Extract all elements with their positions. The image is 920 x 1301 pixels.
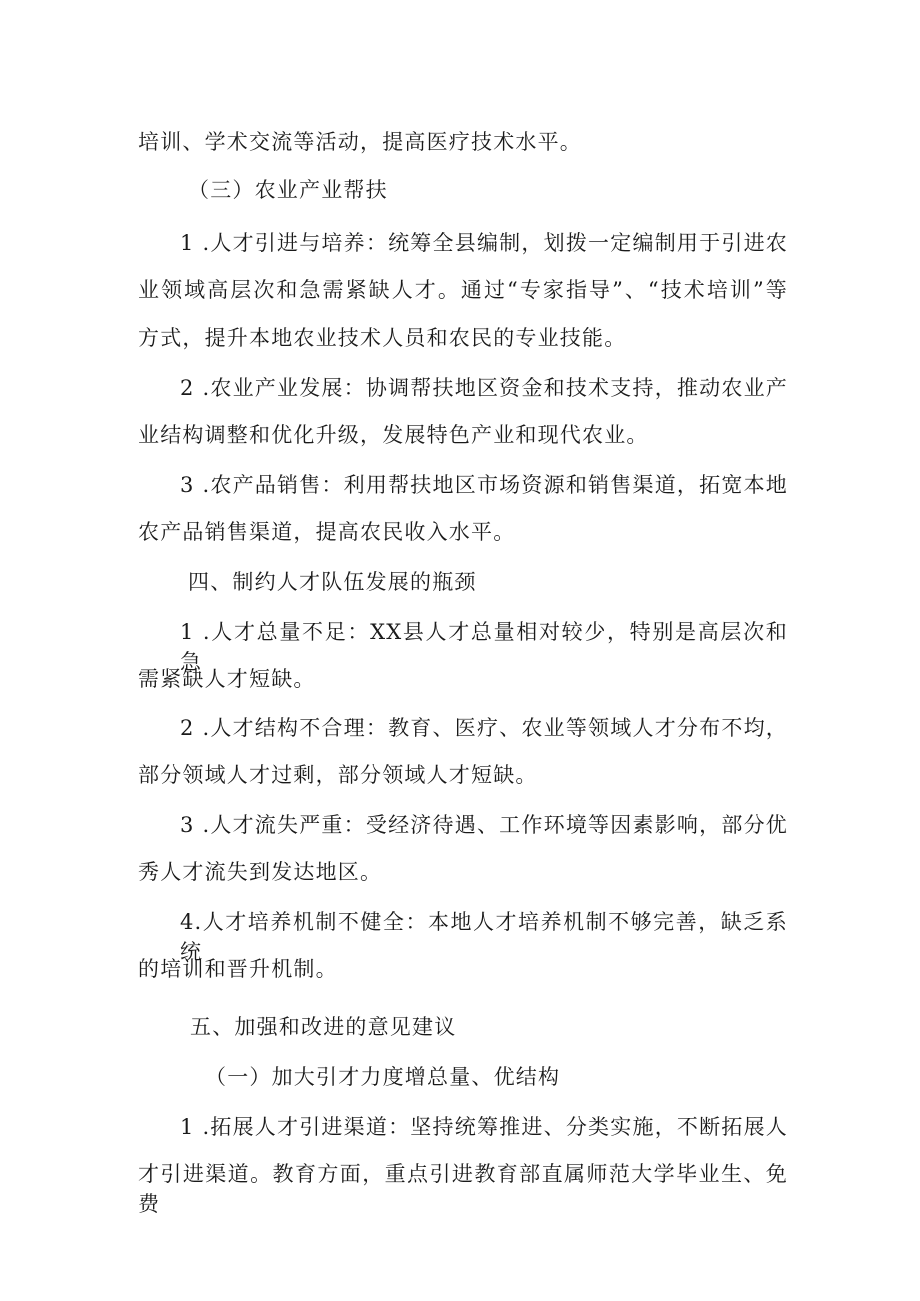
- section-heading: 四、制约人才队伍发展的瓶颈: [188, 570, 477, 594]
- paragraph-line: 农产品销售渠道，提高农民收入水平。: [138, 520, 516, 544]
- paragraph-line: 2 .人才结构不合理：教育、医疗、农业等领域人才分布不均，: [180, 716, 788, 740]
- paragraph-line: 方式，提升本地农业技术人员和农民的专业技能。: [138, 326, 627, 350]
- section-heading: （一）加大引才力度增总量、优结构: [205, 1065, 561, 1089]
- section-heading: （三）农业产业帮扶: [188, 178, 388, 202]
- paragraph-line: 秀人才流失到发达地区。: [138, 860, 383, 884]
- paragraph-line: 1 .人才总量不足：XX县人才总量相对较少，特别是高层次和急: [180, 620, 788, 674]
- paragraph-line: 4.人才培养机制不健全：本地人才培养机制不够完善，缺乏系统: [180, 910, 788, 964]
- paragraph-line: 才引进渠道。教育方面，重点引进教育部直属师范大学毕业生、免费: [138, 1162, 788, 1216]
- paragraph-line: 需紧缺人才短缺。: [138, 667, 316, 691]
- paragraph-line: 2 .农业产业发展：协调帮扶地区资金和技术支持，推动农业产: [180, 376, 788, 400]
- paragraph-line: 3 .农产品销售：利用帮扶地区市场资源和销售渠道，拓宽本地: [180, 473, 788, 497]
- paragraph-line: 部分领域人才过剩，部分领域人才短缺。: [138, 763, 538, 787]
- paragraph-line: 培训、学术交流等活动，提高医疗技术水平。: [138, 130, 582, 154]
- paragraph-line: 业领域高层次和急需紧缺人才。通过“专家指导”、“技术培训”等: [138, 278, 788, 302]
- paragraph-line: 的培训和晋升机制。: [138, 957, 338, 981]
- paragraph-line: 1 .人才引进与培养：统筹全县编制，划拨一定编制用于引进农: [180, 231, 788, 255]
- paragraph-line: 1 .拓展人才引进渠道：坚持统筹推进、分类实施，不断拓展人: [180, 1115, 788, 1139]
- section-heading: 五、加强和改进的意见建议: [190, 1015, 457, 1039]
- paragraph-line: 业结构调整和优化升级，发展特色产业和现代农业。: [138, 423, 649, 447]
- paragraph-line: 3 .人才流失严重：受经济待遇、工作环境等因素影响，部分优: [180, 813, 788, 837]
